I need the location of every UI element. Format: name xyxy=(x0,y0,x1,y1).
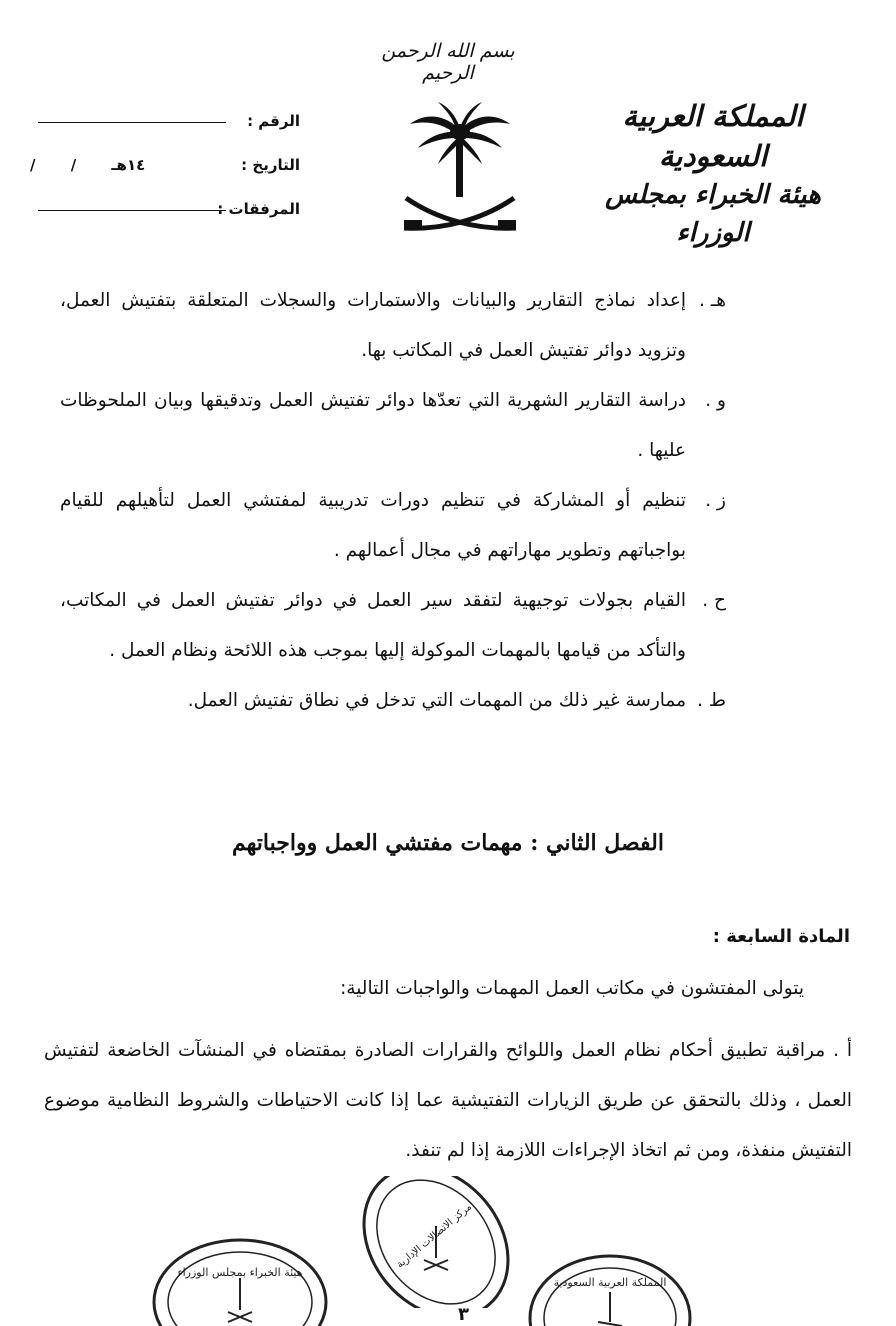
list-item-text: تنظيم أو المشاركة في تنظيم دورات تدريبية لمفتشي العمل لتأهيلهم للقيام بواجباتهم وتطوير مهاراتهم في مجال أعمالهم . xyxy=(60,490,686,561)
attachments-line xyxy=(38,210,226,211)
date-value: / / ١٤هـ xyxy=(30,156,146,174)
attachments-label: المرفقات : xyxy=(217,200,300,218)
reference-row xyxy=(30,104,310,148)
reference-line xyxy=(38,122,226,123)
list-item xyxy=(60,376,726,476)
reference-label: الرقم : xyxy=(247,112,300,130)
letterhead xyxy=(568,96,858,252)
article-title: المادة السابعة : xyxy=(712,926,850,947)
list-item-marker: ز . xyxy=(705,490,726,511)
page-number: ٣ xyxy=(458,1304,469,1325)
agency-name: هيئة الخبراء بمجلس الوزراء xyxy=(605,180,821,248)
list-item-text: القيام بجولات توجيهية لتفقد سير العمل في دوائر تفتيش العمل في المكاتب، والتأكد من قيامها بالمهمات الموكولة إليها بموجب هذه اللائحة ونظام العمل . xyxy=(60,590,686,661)
list-item xyxy=(60,276,726,376)
article-intro: يتولى المفتشون في مكاتب العمل المهمات والواجبات التالية: xyxy=(340,978,804,999)
official-seal-right xyxy=(526,1248,694,1326)
list-item xyxy=(60,576,726,676)
attachments-row xyxy=(30,192,310,236)
list-item xyxy=(60,476,726,576)
seal-left-text: هيئة الخبراء بمجلس الوزراء xyxy=(177,1266,303,1279)
list-item-marker: ط . xyxy=(697,690,726,711)
paragraph-a: أ . مراقبة تطبيق أحكام نظام العمل واللوائح والقرارات الصادرة بمقتضاه في المنشآت الخاضعة لتفتيش العمل ، وذلك بالتحقق عن طريق الزيارات التفتيشية عما إذا كانت الاحتياطات والشروط النظامية موضوع التفتيش منفذة، ومن ثم اتخاذ الإجراءات اللازمة إذا لم تنفذ. xyxy=(44,1040,852,1161)
reference-block xyxy=(30,104,310,236)
palm-and-swords-emblem-icon xyxy=(398,102,522,242)
list-item-text: ممارسة غير ذلك من المهمات التي تدخل في نطاق تفتيش العمل. xyxy=(187,690,686,711)
list-item-marker: هـ . xyxy=(699,290,726,311)
date-label: التاريخ : xyxy=(241,156,300,174)
list-item-text: إعداد نماذج التقارير والبيانات والاستمارات والسجلات المتعلقة بتفتيش العمل، وتزويد دوائر تفتيش العمل في المكاتب بها. xyxy=(60,290,686,361)
list-item-marker: ح . xyxy=(702,590,726,611)
list-item xyxy=(60,676,726,726)
date-row xyxy=(30,148,310,192)
list-item-marker: و . xyxy=(705,390,726,411)
chapter-title: الفصل الثاني : مهمات مفتشي العمل وواجباتهم xyxy=(232,830,664,856)
official-seal-left xyxy=(150,1232,330,1326)
seal-middle-text: مركز الاتصالات الإدارية xyxy=(394,1201,475,1271)
kingdom-name: المملكة العربية السعودية xyxy=(622,99,804,173)
seal-right-text: المملكة العربية السعودية xyxy=(553,1276,667,1289)
duties-list xyxy=(60,276,726,726)
basmala: بسم الله الرحمن الرحيم xyxy=(381,40,515,84)
official-seal-middle xyxy=(350,1176,522,1308)
list-item-text: دراسة التقارير الشهرية التي تعدّها دوائر تفتيش العمل وتدقيقها وبيان الملحوظات عليها . xyxy=(60,390,686,461)
